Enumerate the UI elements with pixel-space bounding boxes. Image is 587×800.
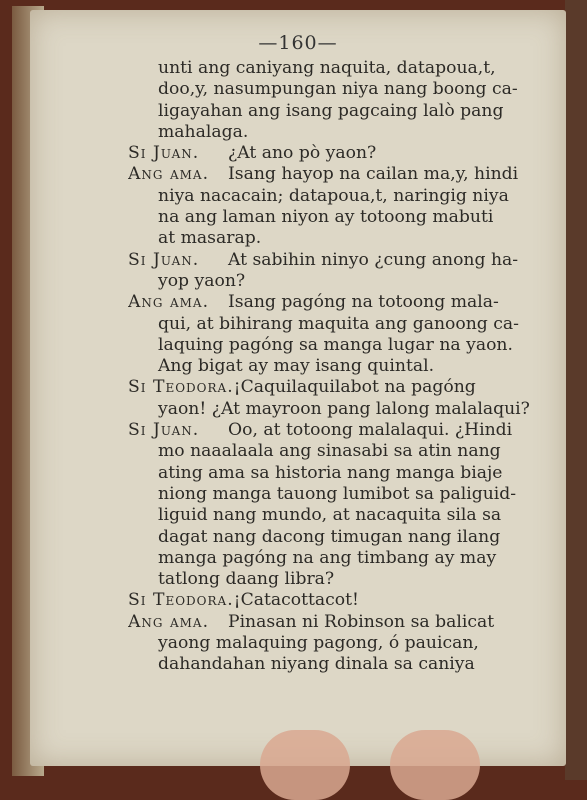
text-line xyxy=(128,612,568,633)
line-text: Isang hayop na cailan ma,y, hindi xyxy=(228,164,519,185)
line-text: ligayahan ang isang pagcaing lalò pang xyxy=(158,100,504,121)
line-text: ¡Catacottacot! xyxy=(233,590,359,611)
line-text: qui, at bihirang maquita ang ganoong ca- xyxy=(158,313,519,334)
text-line xyxy=(128,314,568,335)
book-edge xyxy=(565,0,587,780)
text-line xyxy=(128,207,568,228)
text-line xyxy=(128,463,568,484)
thumb-right xyxy=(390,730,480,800)
line-text: na ang laman niyon ay totoong mabuti xyxy=(158,207,494,228)
page-number: —160— xyxy=(258,32,338,54)
line-text: ¡Caquilaquilabot na pagóng xyxy=(233,377,476,398)
speaker-label: Si Juan. xyxy=(128,143,200,164)
thumb-left xyxy=(260,730,350,800)
text-line xyxy=(128,292,568,313)
text-line xyxy=(128,122,568,143)
line-text: dahandahan niyang dinala sa caniya xyxy=(158,654,475,675)
speaker-label: Ang ama. xyxy=(128,292,210,313)
page-text xyxy=(128,58,568,676)
text-line xyxy=(128,271,568,292)
text-line xyxy=(128,420,568,441)
text-line xyxy=(128,377,568,398)
text-line xyxy=(128,484,568,505)
speaker-label: Ang ama. xyxy=(128,164,210,185)
text-line xyxy=(128,569,568,590)
line-text: niong manga tauong lumibot sa paliguid- xyxy=(158,483,517,504)
text-line xyxy=(128,58,568,79)
line-text: liguid nang mundo, at nacaquita sila sa xyxy=(158,505,502,526)
text-line xyxy=(128,505,568,526)
line-text: doo,y, nasumpungan niya nang boong ca- xyxy=(158,79,518,100)
line-text: mo naaalaala ang sinasabi sa atin nang xyxy=(158,441,501,462)
line-text: yaong malaquing pagong, ó pauican, xyxy=(158,633,479,654)
speaker-label: Ang ama. xyxy=(128,611,210,632)
line-text: yaon! ¿At mayroon pang lalong malalaqui? xyxy=(158,398,530,419)
line-text: at masarap. xyxy=(158,228,262,249)
line-text: unti ang caniyang naquita, datapoua,t, xyxy=(158,58,496,78)
text-line xyxy=(128,101,568,122)
text-line xyxy=(128,186,568,207)
line-text: niya nacacain; datapoua,t, naringig niya xyxy=(158,185,509,206)
speaker-label: Si Juan. xyxy=(128,420,200,441)
text-line xyxy=(128,527,568,548)
text-line xyxy=(128,441,568,462)
speaker-label: Si Teodora. xyxy=(128,377,234,398)
line-text: ¿At ano pò yaon? xyxy=(228,143,377,164)
text-line xyxy=(128,335,568,356)
text-line xyxy=(128,548,568,569)
line-text: ating ama sa historia nang manga biaje xyxy=(158,462,503,483)
text-line xyxy=(128,356,568,377)
speaker-label: Si Juan. xyxy=(128,249,200,270)
text-line xyxy=(128,654,568,675)
line-text: At sabihin ninyo ¿cung anong ha- xyxy=(228,249,519,270)
line-text: mahalaga. xyxy=(158,121,249,142)
line-text: Ang bigat ay may isang quintal. xyxy=(158,356,435,377)
speaker-label: Si Teodora. xyxy=(128,590,234,611)
line-text: laquing pagóng sa manga lugar na yaon. xyxy=(158,334,513,355)
line-text: yop yaon? xyxy=(158,270,246,291)
line-text: Isang pagóng na totoong mala- xyxy=(228,292,499,313)
text-line xyxy=(128,164,568,185)
line-text: Pinasan ni Robinson sa balicat xyxy=(228,611,495,632)
line-text: tatlong daang libra? xyxy=(158,569,335,590)
text-line xyxy=(128,399,568,420)
text-line xyxy=(128,633,568,654)
text-line xyxy=(128,79,568,100)
text-line xyxy=(128,143,568,164)
text-line xyxy=(128,250,568,271)
text-line xyxy=(128,590,568,611)
line-text: dagat nang dacong timugan nang ilang xyxy=(158,526,501,547)
line-text: manga pagóng na ang timbang ay may xyxy=(158,547,497,568)
line-text: Oo, at totoong malalaqui. ¿Hindi xyxy=(228,420,513,441)
text-line xyxy=(128,228,568,249)
